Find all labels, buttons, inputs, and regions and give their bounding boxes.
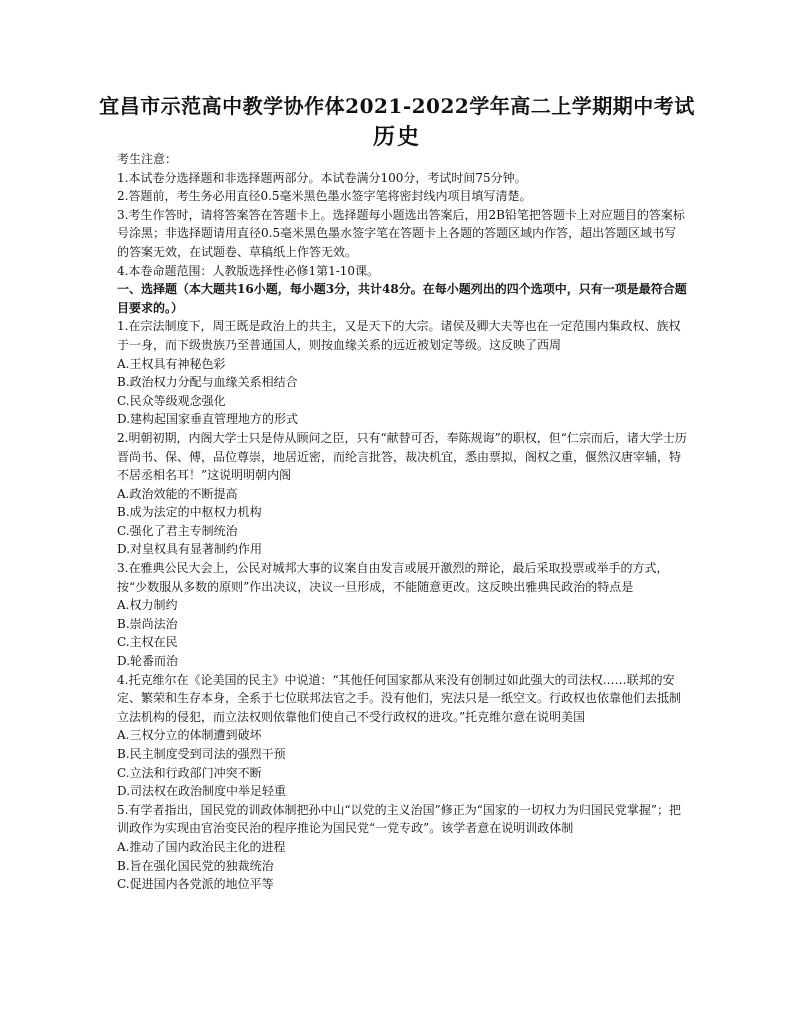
question-option: B.民主制度受到司法的强烈干预 bbox=[117, 747, 286, 761]
question-stem: 2.明朝初期，内阁大学士只是侍从顾问之臣，只有“献替可否，奉陈规诲”的职权，但“仁宗而后，诸大学士历晋尚书、保、傅，品位尊崇，地居近密，而纶言批答，裁决机宜，悉由票拟，阁权之重，偃然汉唐宰辅，特不居丞相名耳！”这说明明朝内阁 bbox=[117, 430, 687, 483]
question-option: C.强化了君主专制统治 bbox=[117, 523, 238, 538]
notice-item: 2.答题前，考生务必用直径0.5毫米黑色墨水签字笔将密封线内项目填写清楚。 bbox=[117, 189, 532, 204]
question-option: B.崇尚法治 bbox=[117, 616, 178, 631]
question-option: B.旨在强化国民党的独裁统治 bbox=[117, 858, 274, 873]
notice-heading: 考生注意： bbox=[117, 152, 178, 166]
question-option: C.立法和行政部门冲突不断 bbox=[117, 765, 262, 780]
question-option: D.建构起国家垂直管理地方的形式 bbox=[117, 412, 299, 427]
question-option: A.三权分立的体制遭到破坏 bbox=[117, 728, 262, 743]
question-option: A.推动了国内政治民主化的进程 bbox=[117, 839, 286, 854]
exam-title: 宜昌市示范高中教学协作体2021-2022学年高二上学期期中考试 bbox=[99, 94, 695, 118]
notice-item: 3.考生作答时，请将答案答在答题卡上。选择题每小题选出答案后，用2B铅笔把答题卡上对应题目的答案标号涂黑；非选择题请用直径0.5毫米黑色墨水签字笔在答题卡上各题的答题区域内作答，超出答题区域书写的答案无效，在试题卷、草稿纸上作答无效。 bbox=[117, 207, 685, 259]
question-stem: 5.有学者指出，国民党的训政体制把孙中山“以党的主义治国”修正为“国家的一切权力为归国民党掌握”；把训政作为实现由官治变民治的程序推论为国民党“一党专政”。该学者意在说明训政体制 bbox=[117, 802, 681, 836]
question-option: A.权力制约 bbox=[117, 598, 178, 613]
notice-item: 1.本试卷分选择题和非选择题两部分。本试卷满分100分，考试时间75分钟。 bbox=[117, 170, 527, 185]
question-option: A.政治效能的不断提高 bbox=[117, 486, 238, 501]
question-option: D.司法权在政治制度中举足轻重 bbox=[117, 784, 287, 799]
question-stem: 3.在雅典公民大会上，公民对城邦大事的议案自由发言或展开激烈的辩论，最后采取投票或举手的方式，按“少数服从多数的原则”作出决议，决议一旦形成，不能随意更改。这反映出雅典民政治的特点是 bbox=[117, 561, 669, 594]
question-option: B.政治权力分配与血缘关系相结合 bbox=[117, 375, 298, 390]
section-heading: 一、选择题（本大题共16小题，每小题3分，共计48分。在每小题列出的四个选项中，只有一项是最符合题目要求的。） bbox=[117, 282, 687, 315]
exam-subject: 历史 bbox=[372, 124, 421, 150]
question-option: C.主权在民 bbox=[117, 635, 178, 650]
question-option: C.促进国内各党派的地位平等 bbox=[117, 877, 274, 892]
question-stem: 1.在宗法制度下，周王既是政治上的共主，又是天下的大宗。诸侯及卿大夫等也在一定范围内集政权、族权于一身，而下级贵族乃至普通国人，则按血缘关系的远近被划定等级。这反映了西周 bbox=[117, 319, 681, 352]
question-option: B.成为法定的中枢权力机构 bbox=[117, 505, 262, 520]
question-option: A.王权具有神秘色彩 bbox=[117, 356, 226, 371]
question-option: C.民众等级观念强化 bbox=[117, 393, 226, 408]
question-option: D.对皇权具有显著制约作用 bbox=[117, 542, 263, 557]
question-stem: 4.托克维尔在《论美国的民主》中说道：“其他任何国家都从来没有创制过如此强大的司法权……联邦的安定、繁荣和生存本身，全系于七位联邦法官之手。没有他们，宪法只是一纸空文。行政权也依靠他们去抵制立法机构的侵犯，而立法权则依靠他们使自己不受行政权的进攻。”托克维尔意在说明美国 bbox=[117, 672, 682, 724]
exam-body bbox=[117, 150, 687, 894]
question-option: D.轮番而治 bbox=[117, 654, 179, 669]
notice-item: 4.本卷命题范围：人教版选择性必修1第1-10课。 bbox=[117, 263, 380, 278]
